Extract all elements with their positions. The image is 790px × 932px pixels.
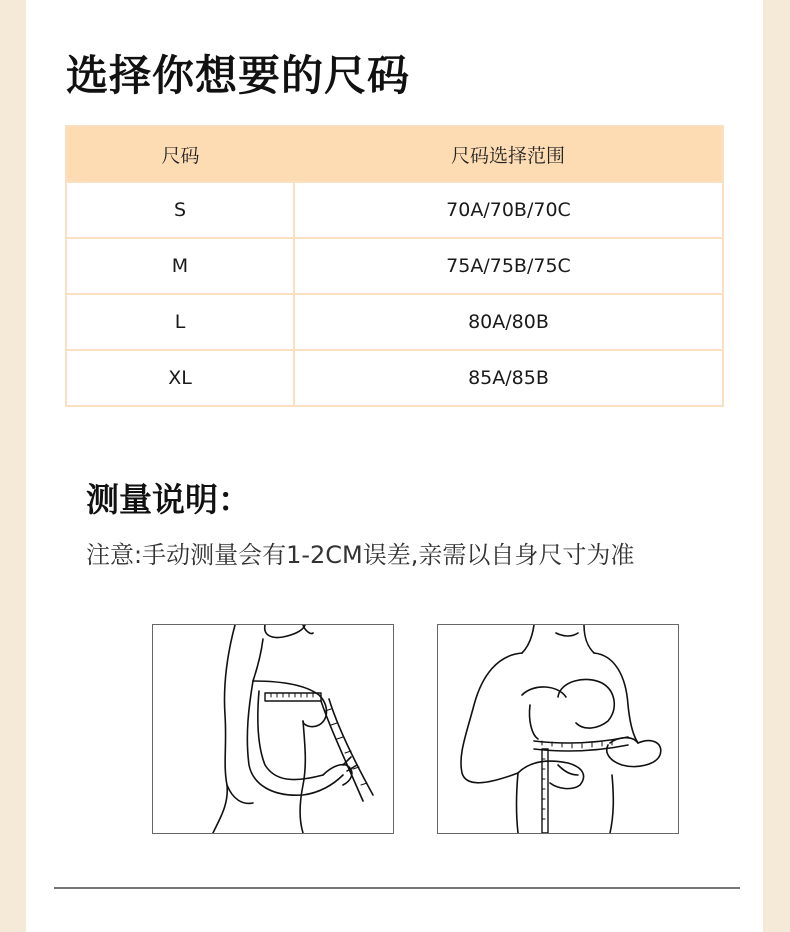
range-cell: 85A/85B: [294, 350, 723, 406]
size-cell: S: [66, 182, 294, 238]
page-content: [26, 0, 763, 932]
measure-title: 测量说明：: [86, 480, 251, 519]
table-header-row: [66, 126, 723, 182]
page-title: 选择你想要的尺码: [66, 51, 411, 100]
measure-under-bust-illustration: [437, 624, 679, 834]
size-column-header: 尺码: [66, 126, 294, 182]
table-row: [66, 350, 723, 406]
table-row: [66, 182, 723, 238]
table-row: [66, 294, 723, 350]
range-cell: 80A/80B: [294, 294, 723, 350]
size-table: [65, 125, 724, 407]
range-cell: 75A/75B/75C: [294, 238, 723, 294]
measure-upper-bust-illustration: [152, 624, 394, 834]
size-cell: L: [66, 294, 294, 350]
range-column-header: 尺码选择范围: [294, 126, 723, 182]
size-cell: XL: [66, 350, 294, 406]
range-cell: 70A/70B/70C: [294, 182, 723, 238]
bottom-divider: [54, 887, 740, 889]
measure-note: 注意:手动测量会有1-2CM误差,亲需以自身尺寸为准: [86, 541, 635, 569]
table-row: [66, 238, 723, 294]
size-cell: M: [66, 238, 294, 294]
